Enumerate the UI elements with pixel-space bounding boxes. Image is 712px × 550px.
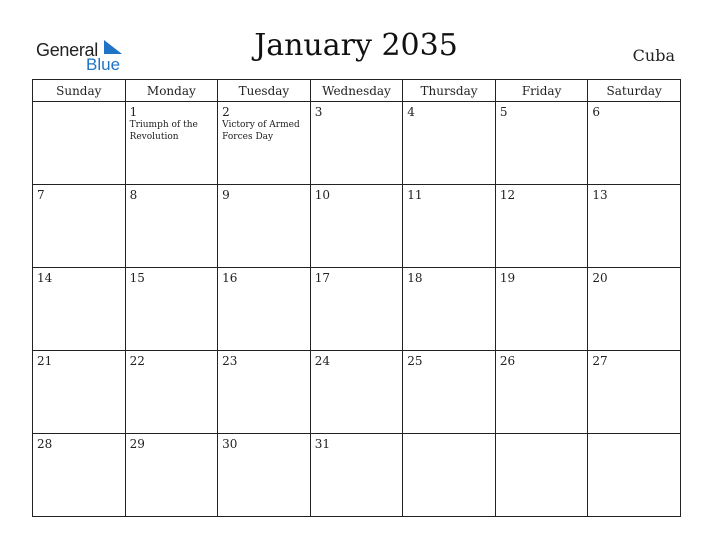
day-number: 4 [407,105,415,119]
calendar-day-cell [588,351,681,434]
calendar-day-cell [403,351,496,434]
day-number: 20 [592,271,608,285]
day-number: 23 [222,354,238,368]
calendar-day-cell [588,268,681,351]
calendar-day-cell [588,185,681,268]
calendar-day-cell [33,185,126,268]
calendar-day-cell [588,102,681,185]
page-title: January 2035 [254,28,458,63]
calendar-day-cell [218,102,311,185]
calendar-week-row [33,351,681,434]
day-number: 21 [37,354,53,368]
calendar-week-row [33,434,681,517]
day-number: 25 [407,354,423,368]
calendar-day-cell [310,434,403,517]
calendar-day-cell [218,434,311,517]
day-number: 8 [129,188,138,202]
weekday-header: Sunday [33,80,126,102]
calendar-day-cell [125,434,218,517]
calendar-day-cell [495,102,588,185]
day-number: 9 [222,188,230,202]
day-number: 13 [592,188,608,202]
calendar-day-cell [125,268,218,351]
day-number: 30 [222,437,238,451]
day-number: 24 [314,354,330,368]
calendar-week-row [33,268,681,351]
day-number: 11 [407,188,423,202]
day-number: 31 [314,437,330,451]
calendar-day-cell [310,102,403,185]
day-number: 15 [129,271,145,285]
weekday-header-row [33,80,681,102]
day-number: 1 [129,105,138,119]
calendar-day-cell [588,434,681,517]
day-number: 19 [499,271,516,285]
calendar-day-cell [403,268,496,351]
calendar-day-cell [33,434,126,517]
calendar-day-cell [403,185,496,268]
day-number: 10 [314,188,330,202]
weekday-header: Tuesday [218,80,311,102]
calendar-day-cell [218,351,311,434]
calendar-day-cell [125,185,218,268]
day-number: 27 [592,354,608,368]
day-number: 29 [129,437,145,451]
calendar-day-cell [218,185,311,268]
calendar-week-row [33,102,681,185]
calendar-day-cell [403,434,496,517]
day-number: 5 [499,105,508,119]
day-number: 22 [129,354,145,368]
day-number: 3 [314,105,323,119]
day-number: 28 [37,437,53,451]
weekday-header: Monday [125,80,218,102]
day-number: 12 [499,188,516,202]
day-number: 17 [314,271,330,285]
day-number: 16 [222,271,238,285]
day-number: 6 [592,105,601,119]
weekday-header: Friday [495,80,588,102]
calendar-day-cell [33,102,126,185]
day-number: 7 [37,188,45,202]
logo-general-text: General [36,40,98,60]
weekday-header: Wednesday [310,80,403,102]
calendar-day-cell [495,434,588,517]
day-number: 2 [222,105,230,119]
logo-blue-text: Blue [86,55,121,74]
day-number: 26 [499,354,516,368]
calendar-day-cell [310,351,403,434]
calendar-grid [32,79,681,517]
calendar-day-cell [495,268,588,351]
weekday-header: Saturday [588,80,681,102]
day-number: 18 [407,271,423,285]
calendar-day-cell [310,185,403,268]
calendar-day-cell [495,185,588,268]
weekday-header: Thursday [403,80,496,102]
country-label: Cuba [632,46,675,65]
day-number: 14 [37,271,53,285]
calendar-day-cell [218,268,311,351]
calendar-day-cell [495,351,588,434]
calendar-day-cell [125,102,218,185]
holiday-label: Victory of Armed Forces Day [222,120,300,142]
holiday-label: Triumph of the Revolution [129,120,198,142]
calendar-week-row [33,185,681,268]
calendar-day-cell [125,351,218,434]
calendar-day-cell [310,268,403,351]
calendar-day-cell [403,102,496,185]
calendar-day-cell [33,268,126,351]
calendar-day-cell [33,351,126,434]
